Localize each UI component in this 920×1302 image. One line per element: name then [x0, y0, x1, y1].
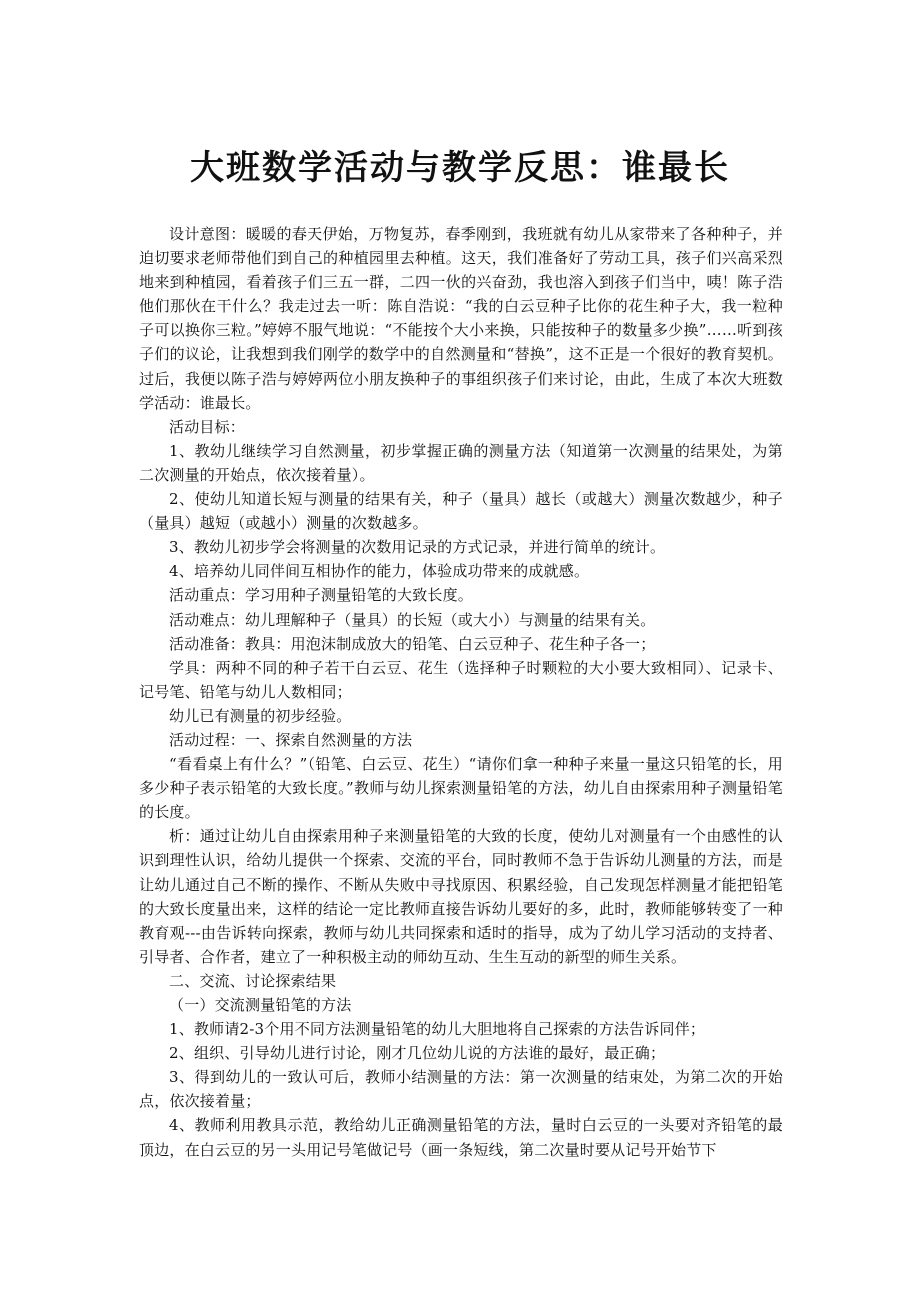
- document-body: [139, 222, 783, 1162]
- paragraph-analysis: 析：通过让幼儿自由探索用种子来测量铅笔的大致的长度，使幼儿对测量有一个由感性的认识到理性认识，给幼儿提供一个探索、交流的平台，同时教师不急于告诉幼儿测量的方法，而是让幼儿通过自己不断的操作、不断从失败中寻找原因、积累经验，自己发现怎样测量才能把铅笔的大致长度量出来，这样的结论一定比教师直接告诉幼儿要好的多，此时，教师能够转变了一种教育观---由告诉转向探索，教师与幼儿共同探索和适时的指导，成为了幼儿学习活动的支持者、引导者、合作者，建立了一种积极主动的师幼互动、生生互动的新型的师生关系。: [139, 827, 783, 966]
- paragraph-goal-4: 4、培养幼儿同伴间互相协作的能力，体验成功带来的成就感。: [169, 562, 590, 581]
- paragraph-key-point: 活动重点：学习用种子测量铅笔的大致长度。: [169, 586, 474, 605]
- paragraph-step-1: 1、教师请2-3个用不同方法测量铅笔的幼儿大胆地将自己探索的方法告诉同伴；: [169, 1020, 706, 1039]
- paragraph-preparation: 活动准备：教具：用泡沫制成放大的铅笔、白云豆种子、花生种子各一；: [169, 634, 656, 653]
- paragraph-section-2-heading: 二、交流、讨论探索结果: [169, 971, 337, 990]
- paragraph-step-4: 4、教师利用教具示范，教给幼儿正确测量铅笔的方法，量时白云豆的一头要对齐铅笔的最顶边，在白云豆的另一头用记号笔做记号（画一条短线，第二次量时要从记号开始节下: [139, 1116, 783, 1159]
- paragraph-process-heading: 活动过程：一、探索自然测量的方法: [169, 730, 413, 749]
- paragraph-goal-3: 3、教幼儿初步学会将测量的次数用记录的方式记录，并进行简单的统计。: [169, 538, 666, 557]
- paragraph-goals-heading: 活动目标：: [169, 417, 246, 436]
- paragraph-goal-2: 2、使幼儿知道长短与测量的结果有关，种子（量具）越长（或越大）测量次数越少，种子（量具）越短（或越小）测量的次数越多。: [139, 490, 783, 533]
- paragraph-step-3: 3、得到幼儿的一致认可后，教师小结测量的方法：第一次测量的结束处，为第二次的开始点，依次接着量；: [139, 1068, 783, 1111]
- paragraph-goal-1: 1、教幼儿继续学习自然测量，初步掌握正确的测量方法（知道第一次测量的结果处，为第二次测量的开始点，依次接着量）。: [139, 441, 783, 484]
- paragraph-step-2: 2、组织、引导幼儿进行讨论，刚才几位幼儿说的方法谁的最好，最正确；: [169, 1044, 666, 1063]
- page-title: 大班数学活动与教学反思：谁最长: [190, 148, 730, 188]
- paragraph-prior-experience: 幼儿已有测量的初步经验。: [169, 706, 352, 725]
- paragraph-materials: 学具：两种不同的种子若干白云豆、花生（选择种子时颗粒的大小要大致相同）、记录卡、记号笔、铅笔与幼儿人数相同；: [139, 658, 783, 701]
- paragraph-explore: “看看桌上有什么？”（铅笔、白云豆、花生）“请你们拿一种种子来量一量这只铅笔的长，用多少种子表示铅笔的大致长度。”教师与幼儿探索测量铅笔的方法，幼儿自由探索用种子测量铅笔的长度。: [139, 755, 783, 822]
- paragraph-design-intent: 设计意图：暖暖的春天伊始，万物复苏，春季刚到，我班就有幼儿从家带来了各种种子，并迫切要求老师带他们到自己的种植园里去种植。这天，我们准备好了劳动工具，孩子们兴高采烈地来到种植园，看着孩子们三五一群，二四一伙的兴奋劲，我也溶入到孩子们当中，咦！陈子浩他们那伙在干什么？我走过去一听：陈自浩说：“我的白云豆种子比你的花生种子大，我一粒种子可以换你三粒。”婷婷不服气地说：“不能按个大小来换，只能按种子的数量多少换”……听到孩子们的议论，让我想到我们刚学的数学中的自然测量和“替换”，这不正是一个很好的教育契机。过后，我便以陈子浩与婷婷两位小朋友换种子的事组织孩子们来讨论，由此，生成了本次大班数学活动：谁最长。: [139, 225, 783, 412]
- paragraph-difficulty: 活动难点：幼儿理解种子（量具）的长短（或大小）与测量的结果有关。: [169, 610, 656, 629]
- paragraph-subsection-1-heading: （一）交流测量铅笔的方法: [169, 996, 352, 1014]
